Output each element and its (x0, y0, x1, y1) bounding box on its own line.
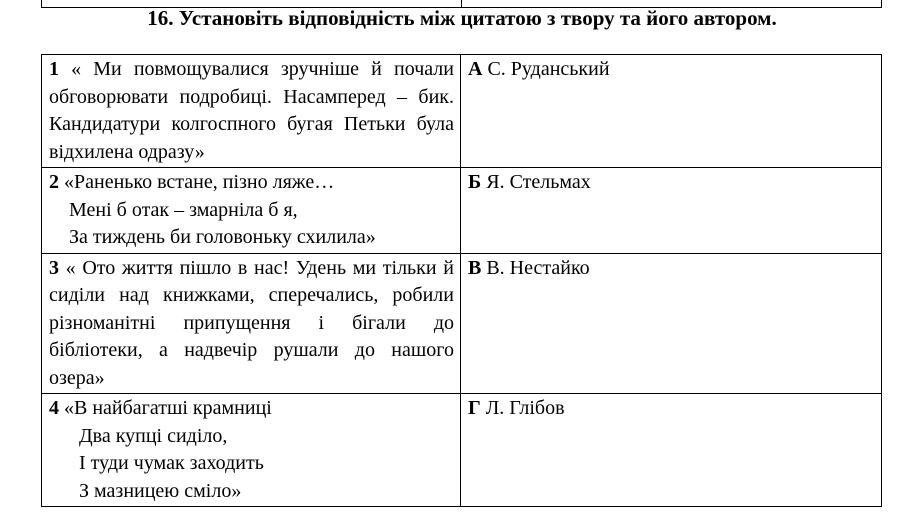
author-name: Я. Стельмах (481, 171, 591, 193)
author-name: Л. Глібов (480, 397, 565, 419)
quote-cell (42, 55, 461, 168)
quote-number: 4 (49, 397, 59, 419)
author-name: С. Руданський (482, 58, 610, 80)
quote-line: Два купці сиділо, (79, 424, 228, 447)
author-letter: Б (468, 171, 482, 193)
quote-number: 2 (49, 171, 59, 193)
table-row (42, 168, 882, 254)
quote-text: « Ото життя пішло в нас! Удень ми тільки й сиділи над книжками, сперечались, робили різноманітні припущення і бігали до бібліотеки, а надвечір рушали до нашого озера» (49, 256, 454, 389)
quote-cell (42, 168, 461, 254)
quote-line: З мазницею сміло» (79, 479, 242, 502)
matching-table (41, 54, 882, 507)
author-letter: А (468, 58, 483, 80)
quote-line: 2 «Раненько встане, пізно ляже… (49, 171, 335, 193)
table-row (42, 394, 882, 507)
quote-line: 4 «В найбагатші крамниці (49, 397, 272, 419)
task-title: 16. Установіть відповідність між цитатою з твору та його автором. (147, 6, 777, 30)
author-cell (461, 253, 882, 394)
table-row (42, 253, 882, 394)
quote-cell (42, 394, 461, 507)
quote-text: « Ми повмощувалися зручніше й почали обговорювати подробиці. Насамперед – бик. Кандидатури колгоспного бугая Петьки була відхилена одразу» (49, 58, 454, 163)
author-cell (461, 55, 882, 168)
quote-line: І туди чумак заходить (79, 452, 264, 474)
quote-line: Мені б отак – змарніла б я, (69, 198, 298, 221)
quote-line: За тиждень би головоньку схилила» (69, 226, 376, 248)
author-cell (461, 168, 882, 254)
quote-number: 1 (49, 58, 59, 80)
table-row (42, 55, 882, 168)
quote-number: 3 (49, 256, 59, 279)
author-name: В. Нестайко (481, 256, 590, 279)
quote-cell (42, 253, 461, 394)
author-letter: В (468, 256, 482, 279)
author-letter: Г (468, 397, 481, 419)
author-cell (461, 394, 882, 507)
